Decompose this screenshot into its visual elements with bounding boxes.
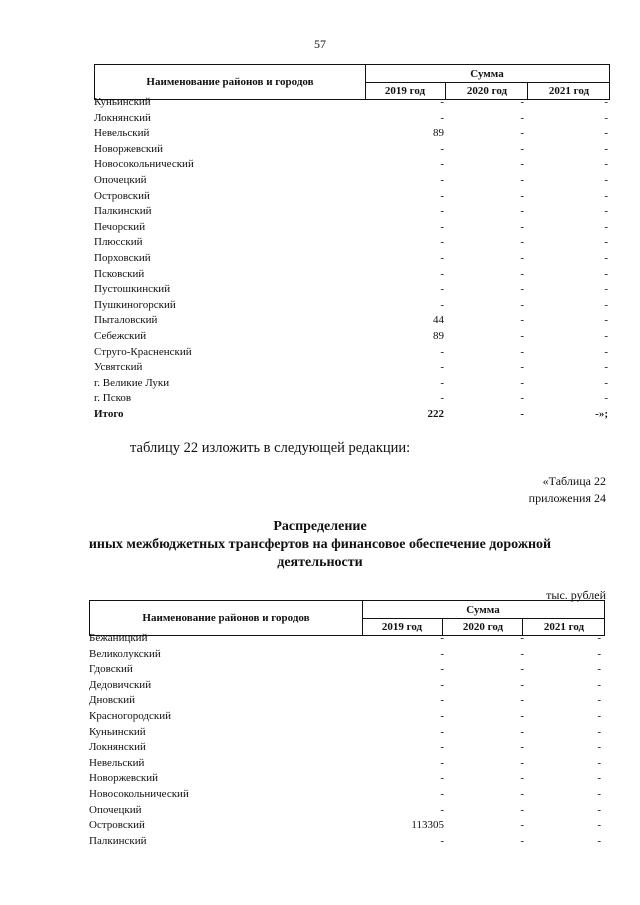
value-cell-2019: - bbox=[440, 694, 444, 707]
value-cell-2021: - bbox=[604, 283, 608, 296]
table-row bbox=[94, 360, 610, 376]
value-cell-2019: - bbox=[440, 220, 444, 233]
table-row bbox=[94, 345, 610, 361]
value-cell-2019: - bbox=[440, 189, 444, 202]
value-cell-2021: - bbox=[604, 189, 608, 202]
table-row bbox=[89, 662, 605, 678]
value-cell-2021: - bbox=[604, 392, 608, 405]
value-cell-2021: - bbox=[597, 741, 601, 754]
value-cell-2021: - bbox=[604, 111, 608, 124]
value-cell-2020: - bbox=[520, 173, 524, 186]
value-cell-2021: - bbox=[604, 236, 608, 249]
district-name: Островский bbox=[89, 819, 145, 832]
value-cell-2019: - bbox=[440, 647, 444, 660]
value-cell-2020: - bbox=[520, 96, 524, 108]
table-row bbox=[89, 647, 605, 663]
value-cell-2019: - bbox=[440, 236, 444, 249]
value-cell-2020: - bbox=[520, 834, 524, 847]
district-name: Новосокольнический bbox=[89, 787, 189, 800]
value-cell-2019: - bbox=[440, 663, 444, 676]
table-row bbox=[89, 725, 605, 741]
units-label: тыс. рублей bbox=[546, 588, 606, 602]
value-cell-2020: - bbox=[520, 251, 524, 264]
table-row bbox=[89, 740, 605, 756]
district-name: Палкинский bbox=[94, 205, 152, 218]
table-row bbox=[94, 173, 610, 189]
value-cell-2019: - bbox=[440, 725, 444, 738]
appendix-reference: приложения 24 bbox=[528, 491, 606, 505]
table-row bbox=[89, 756, 605, 772]
value-cell-2019: 89 bbox=[433, 329, 444, 342]
district-name: г. Великие Луки bbox=[94, 376, 170, 389]
value-cell-2021: - bbox=[604, 329, 608, 342]
table-row bbox=[94, 235, 610, 251]
value-cell-2021: - bbox=[604, 173, 608, 186]
value-cell-2019: - bbox=[440, 142, 444, 155]
district-name: Опочецкий bbox=[94, 173, 147, 186]
district-name: Локнянский bbox=[89, 741, 146, 754]
value-cell-2021: - bbox=[597, 663, 601, 676]
table-row bbox=[94, 95, 610, 111]
value-cell-2020: - bbox=[520, 314, 524, 327]
value-cell-2019: - bbox=[440, 392, 444, 405]
value-cell-2020: - bbox=[520, 787, 524, 800]
value-cell-2019: - bbox=[440, 772, 444, 785]
value-cell-2021: - bbox=[604, 251, 608, 264]
table-row bbox=[94, 267, 610, 283]
value-cell-2021: - bbox=[597, 709, 601, 722]
value-cell-2019: - bbox=[440, 283, 444, 296]
value-cell-2020: - bbox=[520, 632, 524, 644]
table-row bbox=[94, 111, 610, 127]
table2-year-2020: 2020 год bbox=[442, 618, 523, 635]
value-cell-2021: - bbox=[597, 694, 601, 707]
value-cell-2020: - bbox=[520, 756, 524, 769]
table-row bbox=[94, 220, 610, 236]
value-cell-2020: - bbox=[520, 725, 524, 738]
value-cell-2021: - bbox=[604, 345, 608, 358]
table2-col-name: Наименование районов и городов bbox=[90, 601, 363, 635]
value-cell-2021: - bbox=[597, 647, 601, 660]
district-name: Дновский bbox=[89, 694, 136, 707]
district-name: Печорский bbox=[94, 220, 146, 233]
value-cell-2020: - bbox=[520, 741, 524, 754]
district-name: Пустошкинский bbox=[94, 283, 171, 296]
table-row bbox=[89, 631, 605, 647]
value-cell-2021: - bbox=[597, 632, 601, 644]
value-cell-2019: 113305 bbox=[411, 819, 444, 832]
value-cell-2021: - bbox=[604, 127, 608, 140]
table-row bbox=[89, 818, 605, 834]
table-row bbox=[89, 709, 605, 725]
table-row bbox=[94, 157, 610, 173]
table-row bbox=[94, 126, 610, 142]
district-name: Великолукский bbox=[89, 647, 161, 660]
value-cell-2021: - bbox=[597, 834, 601, 847]
table-row bbox=[94, 189, 610, 205]
value-cell-2021: - bbox=[604, 376, 608, 389]
value-cell-2020: - bbox=[520, 663, 524, 676]
value-cell-2019: - bbox=[440, 678, 444, 691]
value-cell-2021: - bbox=[604, 361, 608, 374]
value-cell-2021: - bbox=[604, 220, 608, 233]
table-row bbox=[94, 391, 610, 407]
district-name: Островский bbox=[94, 189, 150, 202]
value-cell-2020: - bbox=[520, 267, 524, 280]
table-row bbox=[94, 376, 610, 392]
district-name: Псковский bbox=[94, 267, 145, 280]
table-row bbox=[89, 787, 605, 803]
value-cell-2019: - bbox=[440, 96, 444, 108]
value-cell-2020: - bbox=[520, 709, 524, 722]
table2-year-2021: 2021 год bbox=[522, 618, 605, 635]
value-cell-2020: - bbox=[520, 283, 524, 296]
page-number: 57 bbox=[314, 37, 326, 51]
value-cell-2019: - bbox=[440, 345, 444, 358]
district-name: Усвятский bbox=[94, 361, 143, 374]
table-row bbox=[89, 803, 605, 819]
value-cell-2020: - bbox=[520, 329, 524, 342]
value-cell-2019: 89 bbox=[433, 127, 444, 140]
district-name: Палкинский bbox=[89, 834, 147, 847]
total-row bbox=[94, 407, 610, 423]
district-name: Красногородский bbox=[89, 709, 172, 722]
table-row bbox=[94, 298, 610, 314]
table1-year-2020: 2020 год bbox=[445, 82, 528, 99]
table-reference: «Таблица 22 bbox=[542, 474, 606, 488]
value-cell-2019: - bbox=[440, 173, 444, 186]
value-cell-2020: - bbox=[520, 407, 524, 420]
district-name: Куньинский bbox=[94, 96, 151, 108]
value-cell-2020: - bbox=[520, 298, 524, 311]
district-name: Новосокольнический bbox=[94, 158, 194, 171]
table2-body bbox=[89, 631, 605, 849]
table-row bbox=[94, 142, 610, 158]
value-cell-2019: - bbox=[440, 158, 444, 171]
value-cell-2019: - bbox=[440, 376, 444, 389]
value-cell-2021: -»; bbox=[595, 407, 608, 420]
district-name: Новоржевский bbox=[94, 142, 164, 155]
total-label: Итого bbox=[94, 407, 124, 420]
district-name: Струго-Красненский bbox=[94, 345, 192, 358]
value-cell-2021: - bbox=[597, 803, 601, 816]
table-row bbox=[94, 204, 610, 220]
value-cell-2021: - bbox=[597, 787, 601, 800]
table-row bbox=[94, 282, 610, 298]
value-cell-2021: - bbox=[604, 96, 608, 108]
district-name: Опочецкий bbox=[89, 803, 142, 816]
value-cell-2020: - bbox=[520, 142, 524, 155]
value-cell-2020: - bbox=[520, 803, 524, 816]
district-name: Локнянский bbox=[94, 111, 151, 124]
value-cell-2020: - bbox=[520, 376, 524, 389]
value-cell-2020: - bbox=[520, 772, 524, 785]
value-cell-2021: - bbox=[604, 298, 608, 311]
value-cell-2021: - bbox=[604, 314, 608, 327]
value-cell-2021: - bbox=[604, 205, 608, 218]
value-cell-2020: - bbox=[520, 236, 524, 249]
value-cell-2020: - bbox=[520, 647, 524, 660]
district-name: Дедовичский bbox=[89, 678, 152, 691]
value-cell-2019: - bbox=[440, 251, 444, 264]
district-name: Порховский bbox=[94, 251, 151, 264]
value-cell-2020: - bbox=[520, 694, 524, 707]
value-cell-2019: - bbox=[440, 205, 444, 218]
section-title-line3: деятельности bbox=[277, 555, 363, 570]
value-cell-2019: - bbox=[440, 111, 444, 124]
value-cell-2021: - bbox=[597, 725, 601, 738]
value-cell-2019: - bbox=[440, 298, 444, 311]
value-cell-2020: - bbox=[520, 678, 524, 691]
district-name: Плюсский bbox=[94, 236, 143, 249]
value-cell-2021: - bbox=[604, 142, 608, 155]
district-name: Невельский bbox=[89, 756, 145, 769]
value-cell-2019: - bbox=[440, 834, 444, 847]
district-name: Невельский bbox=[94, 127, 150, 140]
district-name: Пушкиногорский bbox=[94, 298, 176, 311]
table1-year-2019: 2019 год bbox=[384, 84, 426, 97]
value-cell-2020: - bbox=[520, 220, 524, 233]
value-cell-2019: - bbox=[440, 361, 444, 374]
value-cell-2019: - bbox=[440, 803, 444, 816]
value-cell-2021: - bbox=[604, 267, 608, 280]
section-title-line2: иных межбюджетных трансфертов на финансовое обеспечение дорожной bbox=[88, 537, 552, 552]
value-cell-2019: - bbox=[440, 756, 444, 769]
table-row bbox=[94, 313, 610, 329]
value-cell-2019: - bbox=[440, 787, 444, 800]
district-name: Куньинский bbox=[89, 725, 146, 738]
value-cell-2021: - bbox=[604, 158, 608, 171]
table-row bbox=[94, 251, 610, 267]
table1-year-2021: 2021 год bbox=[527, 82, 610, 99]
value-cell-2019: - bbox=[440, 709, 444, 722]
value-cell-2020: - bbox=[520, 361, 524, 374]
instruction-text: таблицу 22 изложить в следующей редакции: bbox=[130, 440, 411, 456]
table-row bbox=[89, 771, 605, 787]
value-cell-2021: - bbox=[597, 756, 601, 769]
table1-col-name: Наименование районов и городов bbox=[95, 65, 366, 99]
district-name: Гдовский bbox=[89, 663, 133, 676]
table-row bbox=[89, 678, 605, 694]
value-cell-2019: - bbox=[440, 741, 444, 754]
district-name: г. Псков bbox=[94, 392, 132, 405]
table1-col-sum: Сумма bbox=[365, 65, 609, 83]
value-cell-2020: - bbox=[520, 205, 524, 218]
district-name: Себежский bbox=[94, 329, 147, 342]
table-row bbox=[94, 329, 610, 345]
value-cell-2020: - bbox=[520, 819, 524, 832]
value-cell-2020: - bbox=[520, 111, 524, 124]
value-cell-2020: - bbox=[520, 189, 524, 202]
table1-body bbox=[94, 95, 610, 422]
value-cell-2021: - bbox=[597, 678, 601, 691]
value-cell-2019: 222 bbox=[427, 407, 444, 420]
table2-col-sum: Сумма bbox=[362, 601, 604, 619]
value-cell-2020: - bbox=[520, 158, 524, 171]
table2-year-2019: 2019 год bbox=[381, 620, 423, 633]
value-cell-2021: - bbox=[597, 772, 601, 785]
value-cell-2021: - bbox=[597, 819, 601, 832]
district-name: Пыталовский bbox=[94, 314, 158, 327]
value-cell-2020: - bbox=[520, 345, 524, 358]
value-cell-2020: - bbox=[520, 392, 524, 405]
value-cell-2019: 44 bbox=[433, 314, 444, 327]
section-title-line1: Распределение bbox=[273, 519, 367, 534]
value-cell-2019: - bbox=[440, 632, 444, 644]
table-row bbox=[89, 834, 605, 850]
district-name: Новоржевский bbox=[89, 772, 159, 785]
value-cell-2020: - bbox=[520, 127, 524, 140]
value-cell-2019: - bbox=[440, 267, 444, 280]
table-row bbox=[89, 693, 605, 709]
district-name: Бежаницкий bbox=[89, 632, 148, 644]
